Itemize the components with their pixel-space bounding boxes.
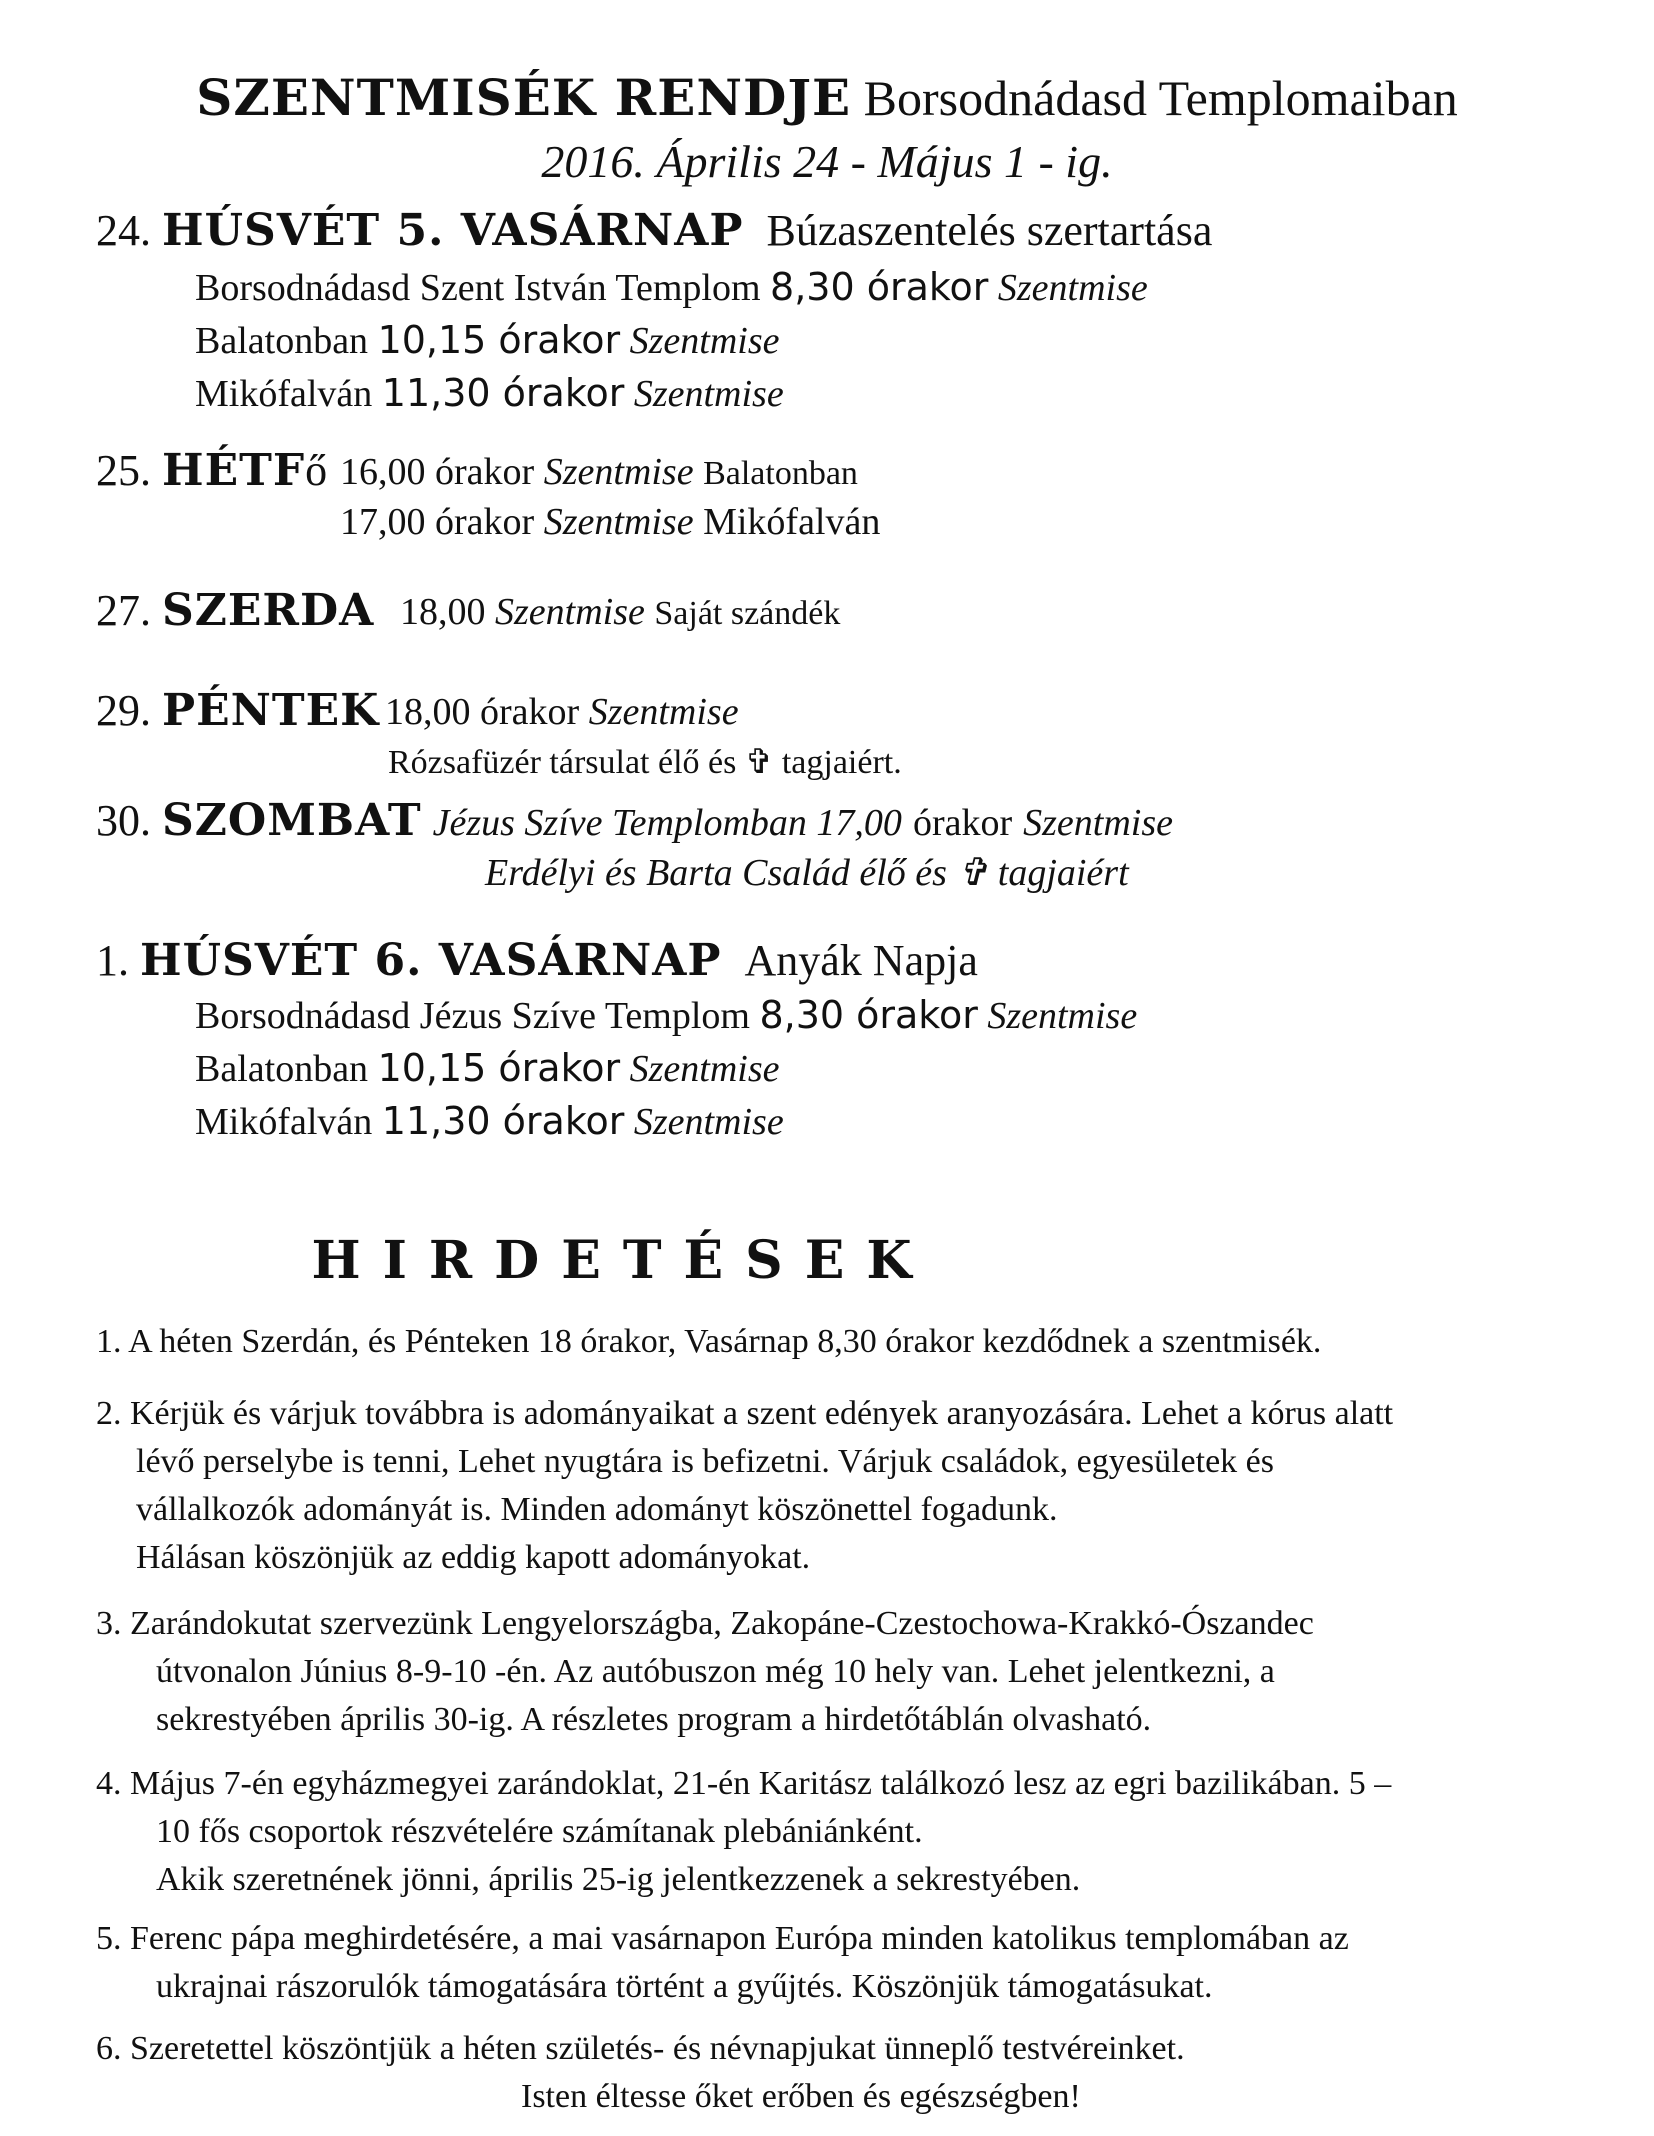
day-number: 30. [96, 796, 151, 845]
schedule-day-24 [96, 205, 1212, 256]
mass-place: Balatonban [195, 320, 369, 362]
mass-line [195, 318, 779, 363]
announcement-6 [96, 2025, 1576, 2121]
title-bold: SZENTMISÉK RENDJE [196, 68, 852, 127]
mass-type: Szentmise [588, 691, 739, 733]
announcements-heading: HIRDETÉSEK [311, 1230, 934, 1291]
mass-type: Szentmise [543, 451, 694, 493]
announcement-line: lévő perselybe is tenni, Lehet nyugtára is befizetni. Várjuk családok, egyesületek és [136, 1443, 1274, 1480]
mass-note: Rózsafüzér társulat élő és ✞ tagjaiért. [388, 744, 902, 781]
mass-time: 17,00 órakor [340, 501, 535, 543]
day-number: 1. [96, 936, 129, 985]
day-name-tail: ő [305, 446, 328, 495]
mass-note: Saját szándék [654, 595, 841, 632]
mass-line [195, 371, 784, 416]
schedule-day-27 [96, 585, 374, 636]
mass-place: Borsodnádasd Jézus Szíve Templom [195, 995, 750, 1037]
announcement-4 [96, 1760, 1576, 1904]
mass-type: Szentmise [629, 1048, 780, 1090]
announcement-1 [96, 1318, 1576, 1366]
mass-line [340, 500, 880, 544]
day-name: HÚSVÉT 6. VASÁRNAP [140, 935, 722, 986]
mass-type: Szentmise [543, 501, 694, 543]
announcement-line: sekrestyében április 30-ig. A részletes program a hirdetőtáblán olvasható. [156, 1701, 1152, 1738]
mass-line [195, 1099, 784, 1144]
mass-type: Szentmise [633, 373, 784, 415]
day-number: 27. [96, 586, 151, 635]
page-title [0, 68, 1654, 127]
mass-line [400, 590, 840, 634]
mass-line [195, 993, 1137, 1038]
mass-line [340, 450, 858, 494]
announcement-line: 2. Kérjük és várjuk továbbra is adományaikat a szent edények aranyozására. Lehet a kórus alatt [96, 1395, 1394, 1432]
day-name: HÉTF [162, 445, 306, 496]
announcement-line: 6. Szeretettel köszöntjük a héten születés- és névnapjukat ünneplő testvéreinket. [96, 2030, 1185, 2067]
schedule-day-30 [96, 795, 1173, 846]
mass-type: Szentmise [633, 1101, 784, 1143]
mass-time: 11,30 órakor [381, 1099, 625, 1143]
mass-line [385, 690, 739, 734]
day-number: 25. [96, 446, 151, 495]
date-range: 2016. Április 24 - Május 1 - ig. [541, 136, 1113, 187]
day-number: 24. [96, 206, 151, 255]
mass-time: órakor [912, 802, 1013, 844]
schedule-day-1 [96, 935, 978, 986]
mass-line [195, 1046, 779, 1091]
announcement-line: 10 fős csoportok részvételére számítanak plebániánként. [156, 1813, 923, 1850]
announcement-line: útvonalon Június 8-9-10 -én. Az autóbuszon még 10 hely van. Lehet jelentkezni, a [156, 1653, 1275, 1690]
mass-time: 10,15 órakor [377, 318, 621, 362]
mass-place: Mikófalván [703, 501, 881, 543]
mass-place: Mikófalván [195, 1101, 373, 1143]
announcement-line: 1. A héten Szerdán, és Pénteken 18 órakor, Vasárnap 8,30 órakor kezdődnek a szentmisék. [96, 1323, 1322, 1360]
announcement-3 [96, 1600, 1576, 1744]
announcement-line: 5. Ferenc pápa meghirdetésére, a mai vasárnapon Európa minden katolikus templomában az [96, 1920, 1349, 1957]
announcement-line: Akik szeretnének jönni, április 25-ig jelentkezzenek a sekrestyében. [156, 1861, 1081, 1898]
mass-line [195, 265, 1148, 310]
mass-time: 18,00 [400, 591, 486, 633]
mass-time: 10,15 órakor [377, 1046, 621, 1090]
mass-time: 8,30 órakor [759, 993, 978, 1037]
day-name: SZOMBAT [162, 795, 422, 846]
title-rest: Borsodnádasd Templomaiban [863, 70, 1458, 126]
mass-type: Szentmise [1023, 802, 1173, 844]
announcement-line: 3. Zarándokutat szervezünk Lengyelországba, Zakopáne-Czestochowa-Krakkó-Ószandec [96, 1605, 1314, 1642]
mass-place: Mikófalván [195, 373, 373, 415]
day-number: 29. [96, 686, 151, 735]
mass-note: Erdélyi és Barta Család élő és ✞ tagjaiért [485, 852, 1129, 894]
mass-time: 8,30 órakor [770, 265, 989, 309]
mass-place: Balatonban [703, 455, 858, 492]
day-note: Búzaszentelés szertartása [766, 206, 1213, 255]
day-name: SZERDA [162, 585, 375, 636]
mass-time: 11,30 órakor [381, 371, 625, 415]
announcement-2 [96, 1390, 1576, 1582]
mass-type: Szentmise [987, 995, 1138, 1037]
mass-place: Borsodnádasd Szent István Templom [195, 267, 761, 309]
announcement-5 [96, 1915, 1576, 2011]
announcement-line: ukrajnai rászorulók támogatására történt a gyűjtés. Köszönjük támogatásukat. [156, 1968, 1213, 2005]
mass-type: Szentmise [495, 591, 645, 633]
announcement-line: Isten éltesse őket erőben és egészségben! [521, 2078, 1081, 2115]
day-name: PÉNTEK [162, 685, 380, 736]
mass-type: Szentmise [997, 267, 1148, 309]
announcement-line: vállalkozók adományát is. Minden adományt köszönettel fogadunk. [136, 1491, 1058, 1528]
day-name: HÚSVÉT 5. VASÁRNAP [162, 205, 744, 256]
schedule-day-29 [96, 685, 379, 736]
day-note: Anyák Napja [744, 936, 978, 985]
mass-type: Szentmise [629, 320, 780, 362]
announcement-line: 4. Május 7-én egyházmegyei zarándoklat, 21-én Karitász találkozó lesz az egri bazilikában. 5 – [96, 1765, 1392, 1802]
schedule-day-25 [96, 445, 327, 496]
mass-time: 18,00 órakor [385, 691, 580, 733]
mass-place: Jézus Szíve Templomban 17,00 [432, 802, 902, 844]
mass-time: 16,00 órakor [340, 451, 535, 493]
announcement-line: Hálásan köszönjük az eddig kapott adományokat. [136, 1539, 811, 1576]
mass-place: Balatonban [195, 1048, 369, 1090]
